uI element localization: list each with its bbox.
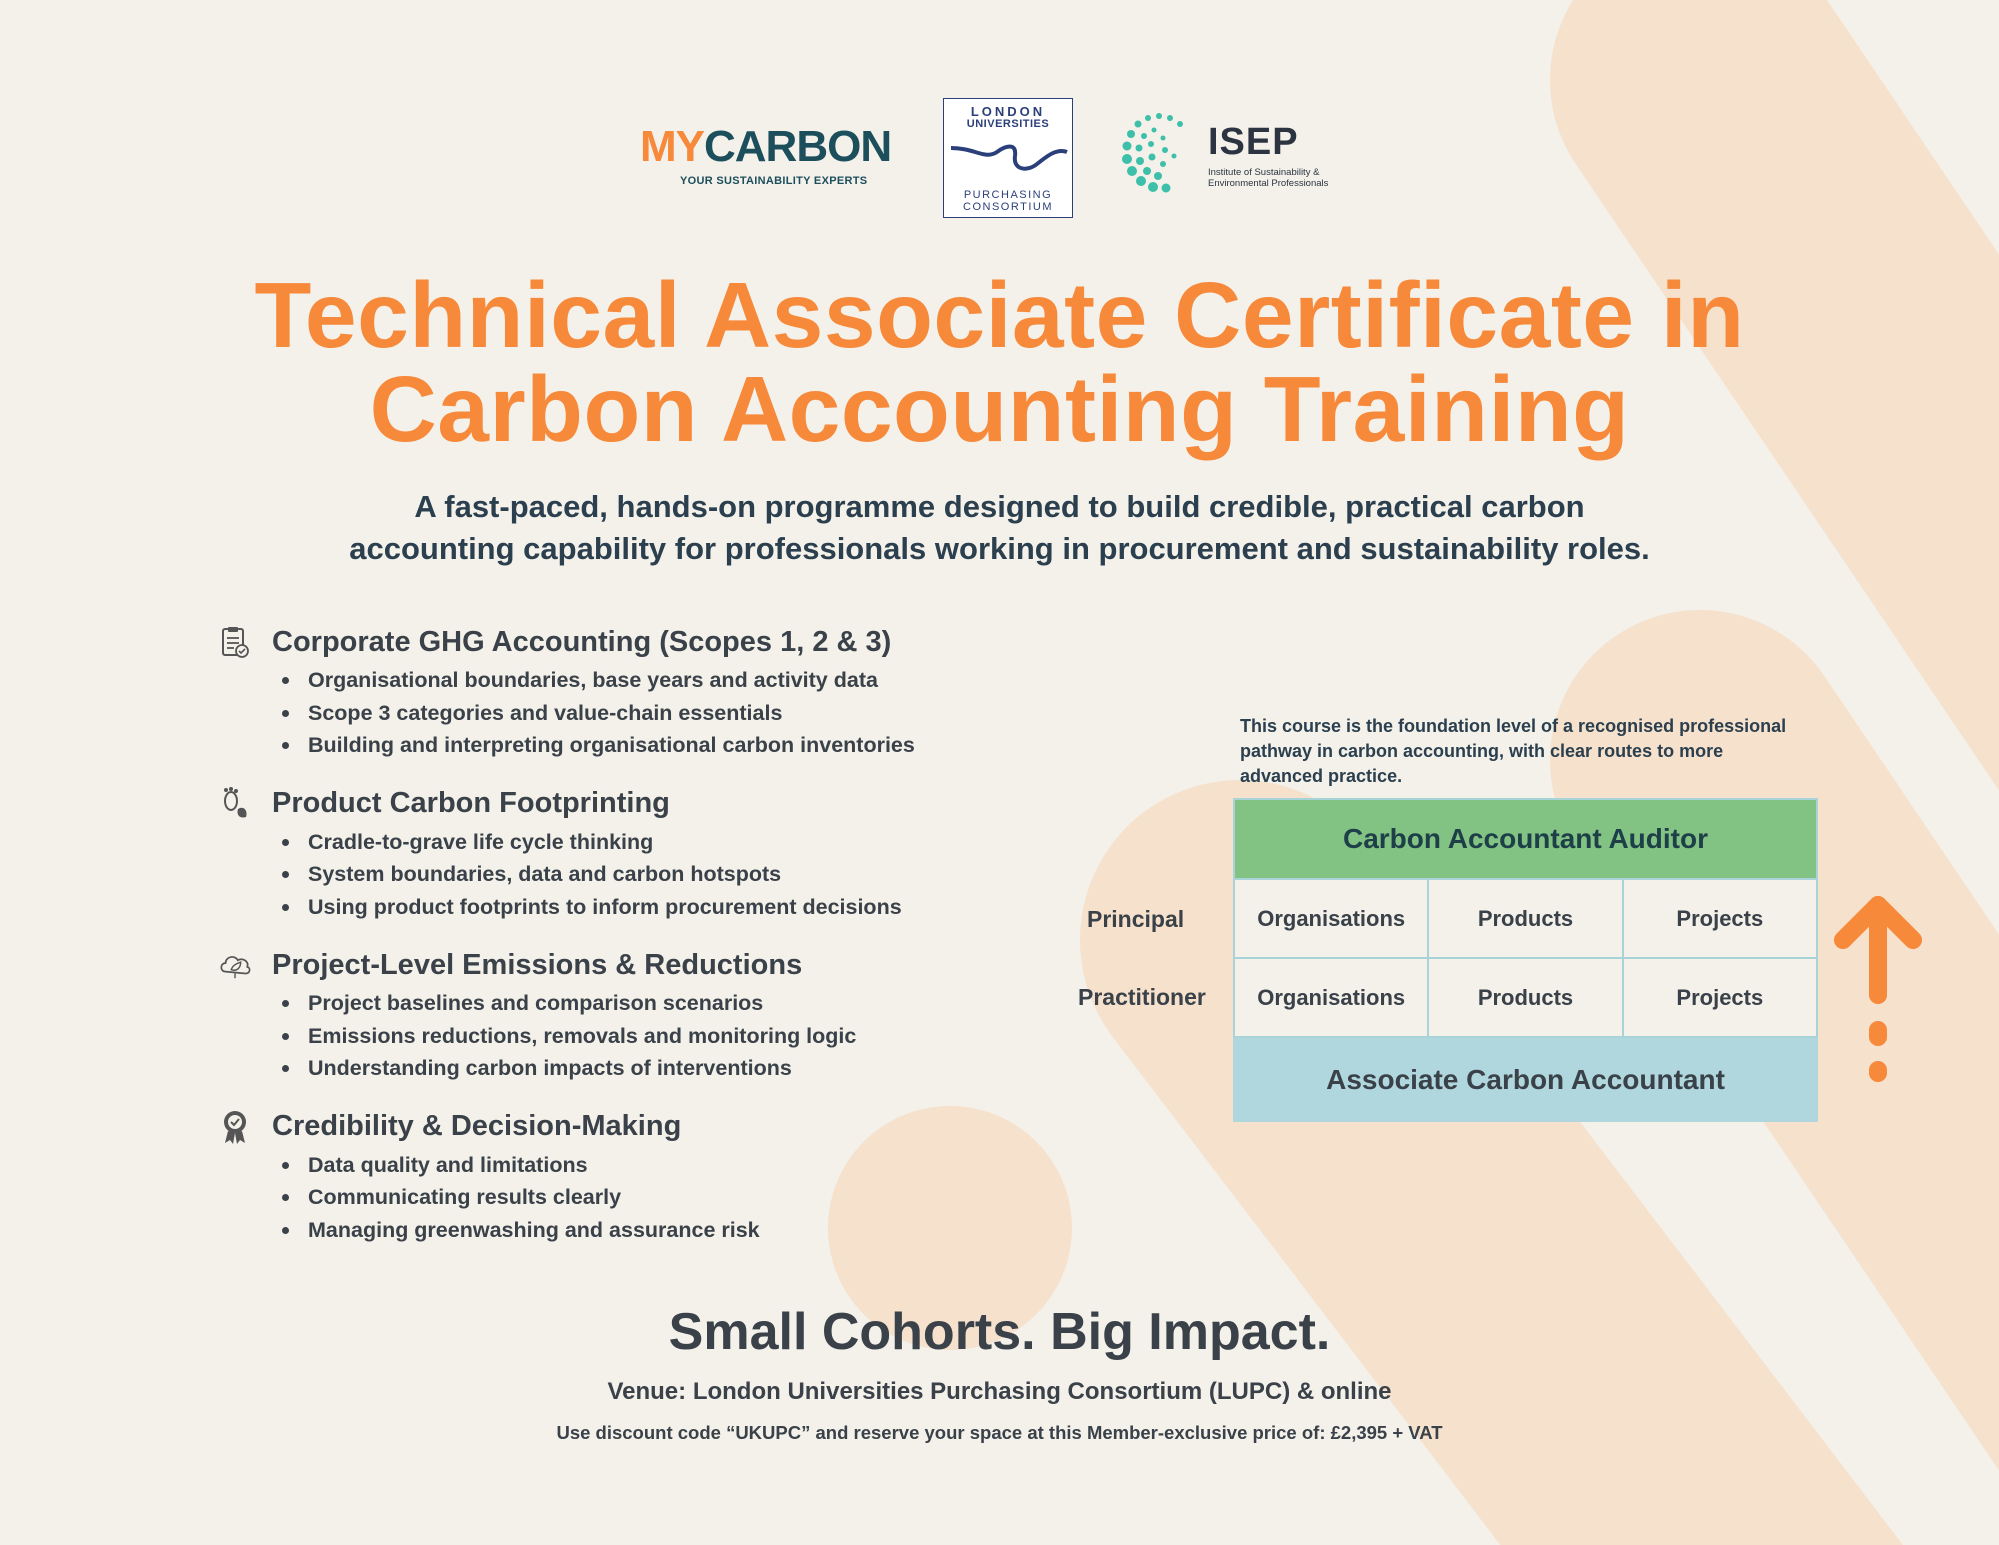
arrow-up-icon [1828, 885, 1928, 1095]
lupc-logo-line4: CONSORTIUM [963, 200, 1053, 213]
page-title [0, 263, 1999, 461]
practitioner-row [1233, 959, 1818, 1038]
venue-text: Venue: London Universities Purchasing Consortium (LUPC) & online [607, 1378, 1392, 1405]
pathway-top-level: Carbon Accountant Auditor [1233, 798, 1818, 880]
list-item: Cradle-to-grave life cycle thinking [280, 826, 1038, 859]
mycarbon-logo-part1: MY [640, 122, 704, 171]
section-project-emissions [218, 943, 1038, 1085]
lupc-logo-line2: UNIVERSITIES [966, 117, 1050, 130]
partner-logos [0, 95, 1999, 225]
footprint-leaf-icon [218, 787, 252, 821]
award-badge-icon [218, 1110, 252, 1144]
page-subtitle [0, 486, 1999, 570]
title-line-1: Technical Associate Certificate in [254, 263, 1745, 367]
river-wave-icon [945, 130, 1071, 180]
lupc-logo-line1: LONDON [970, 104, 1046, 119]
tagline: Small Cohorts. Big Impact. [668, 1303, 1331, 1361]
section-title: Corporate GHG Accounting (Scopes 1, 2 & 3) [272, 625, 892, 658]
grid-cell: Organisations [1233, 959, 1429, 1038]
list-item: Using product footprints to inform procurement decisions [280, 891, 1038, 924]
discount-text: Use discount code “UKUPC” and reserve your space at this Member-exclusive price of: £2,395 + VAT [556, 1422, 1443, 1443]
grid-cell: Products [1429, 880, 1623, 959]
list-item: Scope 3 categories and value-chain essentials [280, 697, 1038, 730]
lupc-logo-line3: PURCHASING [963, 188, 1053, 201]
subtitle-line-2: accounting capability for professionals working in procurement and sustainability roles. [349, 531, 1650, 566]
list-item: Organisational boundaries, base years and activity data [280, 664, 1038, 697]
list-item: Data quality and limitations [280, 1149, 1038, 1182]
clipboard-report-icon [218, 625, 252, 659]
isep-logo [1118, 103, 1348, 203]
section-title: Project-Level Emissions & Reductions [272, 948, 803, 981]
course-sections [218, 620, 1038, 1246]
list-item: Managing greenwashing and assurance risk [280, 1214, 1038, 1247]
section-product-footprinting [218, 782, 1038, 924]
title-line-2: Carbon Accounting Training [369, 357, 1630, 461]
mycarbon-logo-part2: CARBON [704, 122, 892, 171]
cloud-leaf-icon [218, 948, 252, 982]
isep-logo-name: ISEP [1208, 121, 1299, 163]
list-item: Understanding carbon impacts of interventions [280, 1052, 1038, 1085]
isep-logo-sub1: Institute of Sustainability & [1208, 167, 1320, 178]
lupc-logo [943, 98, 1073, 218]
list-item: Emissions reductions, removals and monitoring logic [280, 1020, 1038, 1053]
principal-row [1233, 880, 1818, 959]
grid-cell: Projects [1624, 880, 1818, 959]
section-title: Credibility & Decision-Making [272, 1110, 682, 1142]
section-title: Product Carbon Footprinting [272, 787, 670, 819]
isep-dots-icon [1118, 108, 1200, 198]
pathway-grid [1233, 798, 1818, 1122]
isep-logo-sub2: Environmental Professionals [1208, 178, 1329, 190]
mycarbon-logo [640, 122, 910, 187]
list-item: System boundaries, data and carbon hotspots [280, 858, 1038, 891]
grid-cell: Products [1429, 959, 1623, 1038]
pathway-bottom-level: Associate Carbon Accountant [1233, 1038, 1818, 1122]
list-item: Communicating results clearly [280, 1181, 1038, 1214]
subtitle-line-1: A fast-paced, hands-on programme designed to build credible, practical carbon [414, 489, 1585, 524]
list-item: Building and interpreting organisational carbon inventories [280, 729, 1038, 762]
section-corporate-ghg [218, 620, 1038, 762]
principal-label: Principal [1087, 906, 1185, 932]
practitioner-label: Practitioner [1078, 984, 1206, 1010]
grid-cell: Organisations [1233, 880, 1429, 959]
section-credibility [218, 1105, 1038, 1247]
list-item: Project baselines and comparison scenarios [280, 987, 1038, 1020]
pathway-note: This course is the foundation level of a recognised professional pathway in carbon accounting, with clear routes to more advanced practice. [1240, 716, 1787, 786]
grid-cell: Projects [1624, 959, 1818, 1038]
mycarbon-tagline: YOUR SUSTAINABILITY EXPERTS [680, 175, 868, 187]
